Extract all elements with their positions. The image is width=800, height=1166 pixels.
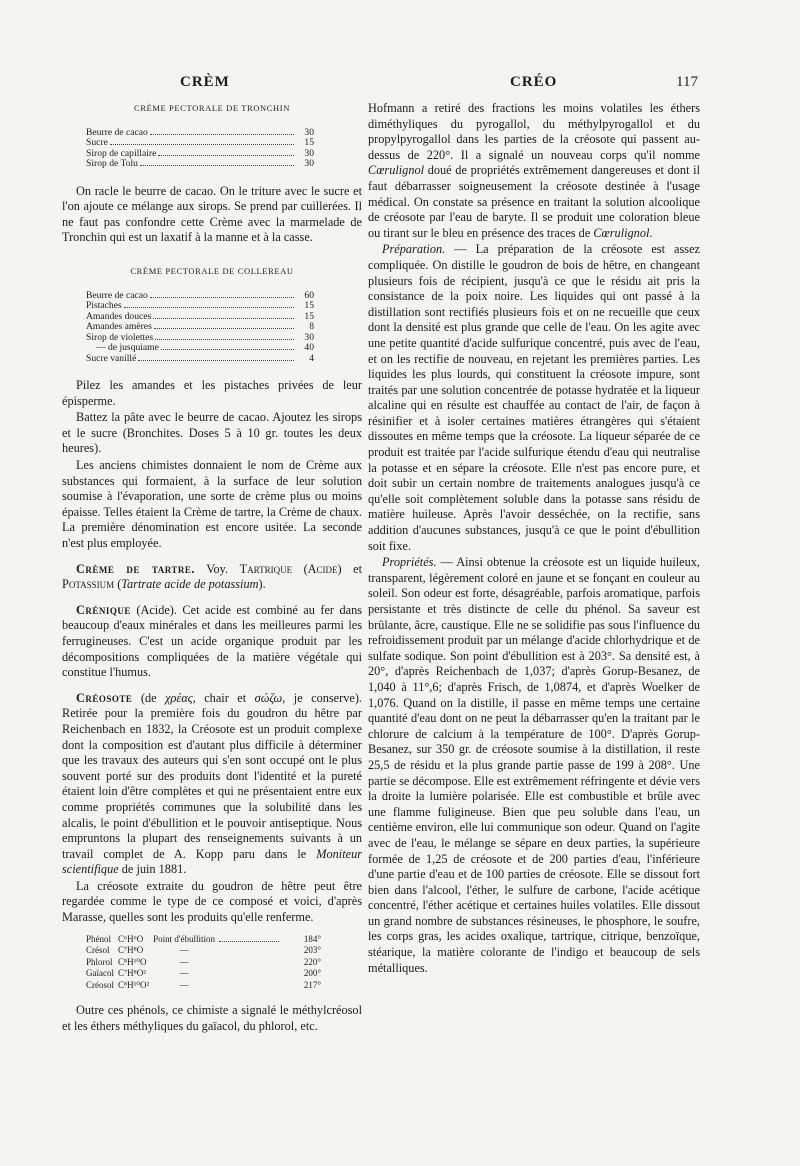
section-heading: Préparation.: [382, 242, 446, 257]
ingredient-qty: 4: [309, 352, 314, 364]
phenol-table: [86, 934, 325, 992]
recipe-row: [86, 159, 314, 170]
paragraph-hofmann: [368, 101, 700, 241]
dot-leader: [219, 941, 279, 942]
entry-headword: Crénique: [76, 602, 131, 617]
boiling-label: Point d'ébullition: [153, 933, 216, 944]
paragraph-text: — La préparation de la créosote est assez compliquée. On distille le goudron de bois de hêtre, en changeant plusieurs fois de récipient, jusqu'à ce que le résidu ait pris la consistance de la poix noire. Les liquides qui ont passé à la distillation sont rectifiés plusieurs fois et on ne recueille que ceux dont la densité est plus grande que celle de l'eau. On les agite avec une petite quantité d'acide sulfurique concentré, puis avec de l'eau, et on les rectifie de nouveau, en rejetant les premières parties. Les liquides les plus lourds, qui constituent la créosote impure, sont traités par une solution concentrée de potasse hydratée et la liqueur alcaline qui en résulte est chauffée au contact de l'air, de façon à résinifier et à isoler certaines matières étrangères qui s'étaient dissoutes en même temps que la créosote. La liqueur séparée de ce produit est traitée par l'acide sulfurique étendu d'eau qui neutralise la potasse et en sépare la créosote. Elle n'est pas encore pure, et doit subir un certain nombre de traitements analogues jusqu'à ce qu'elle soit complètement soluble dans la potasse sans résidu de matière huileuse. Après l'avoir desséchée, on la rectifie, sans addition d'aucunes substances, jusqu'à ce que le point d'ébullition soit fixe.: [368, 242, 700, 553]
recipe-row: [86, 343, 314, 354]
ingredient-qty: 15: [304, 310, 314, 322]
entry-text: (Acide). Cet acide est combiné au fer dans beaucoup d'eaux minérales et dans les meilleures parmi les ferrugineuses. C'est un acide organique produit par les décompositions compliquées de la matière végétale qui constitue l'humus.: [62, 602, 362, 680]
ingredient-name: — de jusquiame: [96, 342, 159, 354]
entry-text: (de: [132, 690, 166, 705]
dot-leader: [153, 318, 294, 319]
running-head-left: CRÈM: [180, 74, 230, 90]
ingredient-qty: 15: [304, 300, 314, 312]
greek-word: σώζω: [254, 690, 283, 705]
dot-leader: [140, 165, 294, 166]
entry-headword: Crème de tartre.: [76, 561, 195, 576]
dot-leader: [155, 339, 294, 340]
entry-text: ).: [258, 577, 266, 592]
compound-name: Créosol: [86, 979, 114, 990]
ingredient-qty: 60: [304, 289, 314, 301]
cross-reference: Potassium: [62, 577, 115, 592]
paragraph: On racle le beurre de cacao. On le triture avec le sucre et l'on ajoute ce mélange aux sirops. Se prend par cuillerées. Il ne faut pas confondre cette Crème avec la marmelade de Tronchin qui est un laxatif à la manne et à la casse.: [62, 183, 362, 245]
ingredient-qty: 15: [304, 137, 314, 149]
paragraph: Pilez les amandes et les pistaches privées de leur épisperme.: [62, 378, 362, 408]
compound-name: Gaïacol: [86, 968, 114, 979]
table-row: [86, 957, 325, 969]
boiling-temp: 184°: [303, 933, 322, 944]
dot-leader: [161, 349, 294, 350]
recipe-list-collereau: [86, 291, 314, 365]
paragraph-preparation: [368, 242, 700, 554]
ingredient-name: Beurre de cacao: [86, 289, 148, 301]
recipe-row: [86, 128, 314, 139]
dot-leader: [154, 328, 294, 329]
paragraph-text: doué de propriétés extrêmement dangereuses et dont il faut débarrasser soigneusement la créosote destinée à l'usage médical. On constate sa présence en traitant la solution alcoolique de créosote par l'eau de baryte. Il se produit une coloration bleue ou tirant sur le bleu en présence des traces de: [368, 163, 700, 240]
formula: C⁸H¹⁰O²: [118, 979, 150, 990]
dot-leader: [124, 307, 294, 308]
entry-text: (: [114, 577, 122, 592]
page-number: 117: [676, 74, 698, 90]
boiling-label: —: [179, 956, 189, 967]
table-row: [86, 945, 325, 957]
recipe-title-collereau: CRÈME PECTORALE DE COLLEREAU: [130, 265, 294, 276]
entry-creme-de-tartre: [62, 562, 362, 593]
entry-creosote: [62, 691, 362, 878]
ingredient-qty: 30: [304, 126, 314, 138]
boiling-temp: 217°: [303, 979, 322, 990]
italic-term: Moniteur scientifique: [62, 846, 362, 877]
dot-leader: [158, 155, 294, 156]
entry-crenique: [62, 603, 362, 681]
entry-text: et: [341, 561, 363, 576]
paragraph-proprietes: [368, 555, 700, 976]
paragraph: Outre ces phénols, ce chimiste a signalé le méthylcréosol et les éthers méthyliques du gaïacol, du phlorol, etc.: [62, 1003, 362, 1033]
table-row: [86, 934, 325, 946]
table-row: [86, 980, 325, 992]
boiling-temp: 200°: [303, 968, 322, 979]
ingredient-name: Amandes amères: [86, 321, 152, 333]
paragraph: Les anciens chimistes donnaient le nom de Crème aux substances qui formaient, à la surface de leur solution soumise à l'évaporation, une sorte de crème plus ou moins épaisse. Telles étaient la Crème de tartre, la Crème de chaux. La première dénomination est encore usitée. La seconde n'est plus employée.: [62, 458, 362, 550]
table-row: [86, 968, 325, 980]
compound-name: Phénol: [86, 933, 112, 944]
paragraph: La créosote extraite du goudron de hêtre peut être regardée comme le type de ce composé et voici, d'après Marasse, quelles sont les produits qu'elle renferme.: [62, 878, 362, 925]
boiling-label: —: [179, 945, 189, 956]
recipe-row: [86, 301, 314, 312]
greek-word: χρέας: [165, 690, 193, 705]
ingredient-qty: 30: [304, 158, 314, 170]
paragraph-text: Hofmann a retiré des fractions les moins volatiles les éthers diméthyliques du pyrogallol, du méthylpyrogallol et du propylpyrogallol dans les parties de la créosote qui passent au-dessus de 220°. Il a signalé un nouveau corps qu'il nomme: [368, 101, 700, 162]
ingredient-name: Amandes douces: [86, 310, 152, 322]
ingredient-name: Sirop de capillaire: [86, 147, 157, 159]
paragraph-text: .: [649, 225, 653, 240]
paragraph: Battez la pâte avec le beurre de cacao. Ajoutez les sirops et le sucre (Bronchites. Doses 5 à 10 gr. toutes les deux heures).: [62, 410, 362, 456]
ingredient-name: Sirop de violettes: [86, 331, 154, 343]
ingredient-qty: 8: [309, 321, 314, 333]
formula: C⁷H⁸O²: [118, 968, 146, 979]
dot-leader: [150, 134, 294, 135]
ingredient-qty: 30: [304, 147, 314, 159]
ingredient-qty: 30: [304, 331, 314, 343]
left-column: [62, 97, 362, 1035]
entry-text: , je conserve). Retirée pour la première fois du goudron du hêtre par Reichenbach en 1832, la Créosote est un produit complexe dont la composition est d'autant plus difficile à déterminer que les travaux des auteurs qui s'en sont occupé ont le plus souvent porté sur des produits dont l'identité et la pureté étaient loin d'être complètes et qui ne présentaient entre eux comme propriétés communes que la solubilité dans les alcalis, le point d'ébullition et le pouvoir antiseptique. Nous empruntons la plupart des renseignements suivants à un travail complet de A. Kopp paru dans le: [62, 690, 362, 861]
ingredient-name: Beurre de cacao: [86, 126, 148, 138]
compound-name: Phlorol: [86, 956, 113, 967]
ingredient-qty: 40: [304, 342, 314, 354]
italic-term: Tartrate acide de potassium: [121, 577, 259, 592]
boiling-temp: 203°: [303, 945, 322, 956]
boiling-label: —: [179, 979, 189, 990]
running-head-right: CRÉO: [510, 74, 558, 90]
boiling-label: —: [179, 968, 189, 979]
ingredient-name: Sucre vanillé: [86, 352, 137, 364]
dot-leader: [138, 360, 294, 361]
compound-name: Crésol: [86, 945, 110, 956]
recipe-title-tronchin: CRÈME PECTORALE DE TRONCHIN: [134, 103, 290, 113]
recipe-row: [86, 354, 314, 365]
entry-text: de juin 1881.: [118, 862, 187, 877]
italic-term: Cœrulignol: [593, 225, 650, 240]
entry-text: Voy.: [194, 561, 240, 576]
ingredient-name: Sucre: [86, 137, 108, 149]
cross-reference: Tartrique (Acide): [239, 561, 342, 576]
recipe-row: [86, 322, 314, 333]
boiling-temp: 220°: [303, 956, 322, 967]
formula: C⁷H⁸O: [118, 945, 144, 956]
ingredient-name: Pistaches: [86, 300, 122, 312]
italic-term: Cœrulignol: [368, 163, 425, 178]
dot-leader: [110, 144, 294, 145]
formula: C⁶H⁶O: [118, 933, 144, 944]
right-column: [368, 101, 700, 977]
ingredient-name: Sirop de Tolu: [86, 158, 138, 170]
paragraph-text: — Ainsi obtenue la créosote est un liquide huileux, transparent, légèrement coloré en jaune et se fonçant en couleur au soleil. Son odeur est forte, désagréable, parfois aromatique, parfois persistante et très distincte de celle du phénol. Sa saveur est brûlante, âcre, caustique. Elle ne se solidifie pas sous l'influence du refroidissement produit par un mélange d'acide chlorhydrique et de sulfate sodique. Son point d'ébullition est à 203°. Sa densité est, à 20°, d'après Reichenbach de 1,037; d'après Gorup-Besanez, de 1,040 à 11°,6; d'après Frisch, de 1,0874, et d'après Woelker de 1,076. Quand on la distille, il passe en même temps une certaine quantité d'eau dont on ne peut la débarrasser qu'en la traitant par le chlorure de calcium à la température de 100°. D'après Gorup-Besanez, sur 350 gr. de créosote soumise à la distillation, il reste 25,5 de résidu et la plus grande partie passe de 199 à 208°. Une partie se décompose. Elle est extrêmement réfringente et dévie vers la droite la lumière polarisée. Elle est combustible et brûle avec une flamme fuligineuse. Bien que peu soluble dans l'eau, un centième environ, elle lui communique son odeur. Quand on l'agite avec de l'eau, le mélange se sépare en deux parties, la supérieure formée de 1,25 de créosote et de 200 parties d'eau, l'inférieure d'une partie d'eau et de 100 parties de créosote. Elle se dissout fort bien dans l'alcool, l'éther, le sulfure de carbone, l'acide acétique concentré, l'éther acétique et certaines huiles volatiles. Elle dissout un grand nombre de substances résineuses, le phosphore, le soufre, les corps gras, les acides oxalique, tartrique, citrique, benzoïque, stéarique, la matière colorante de l'indigo et beaucoup de sels métalliques.: [368, 555, 700, 975]
dot-leader: [150, 297, 294, 298]
entry-headword: Créosote: [76, 690, 133, 705]
recipe-list-tronchin: [86, 128, 314, 170]
section-heading: Propriétés.: [382, 555, 437, 570]
formula: C⁸H¹⁰O: [118, 956, 147, 967]
entry-text: , chair et: [192, 690, 255, 705]
